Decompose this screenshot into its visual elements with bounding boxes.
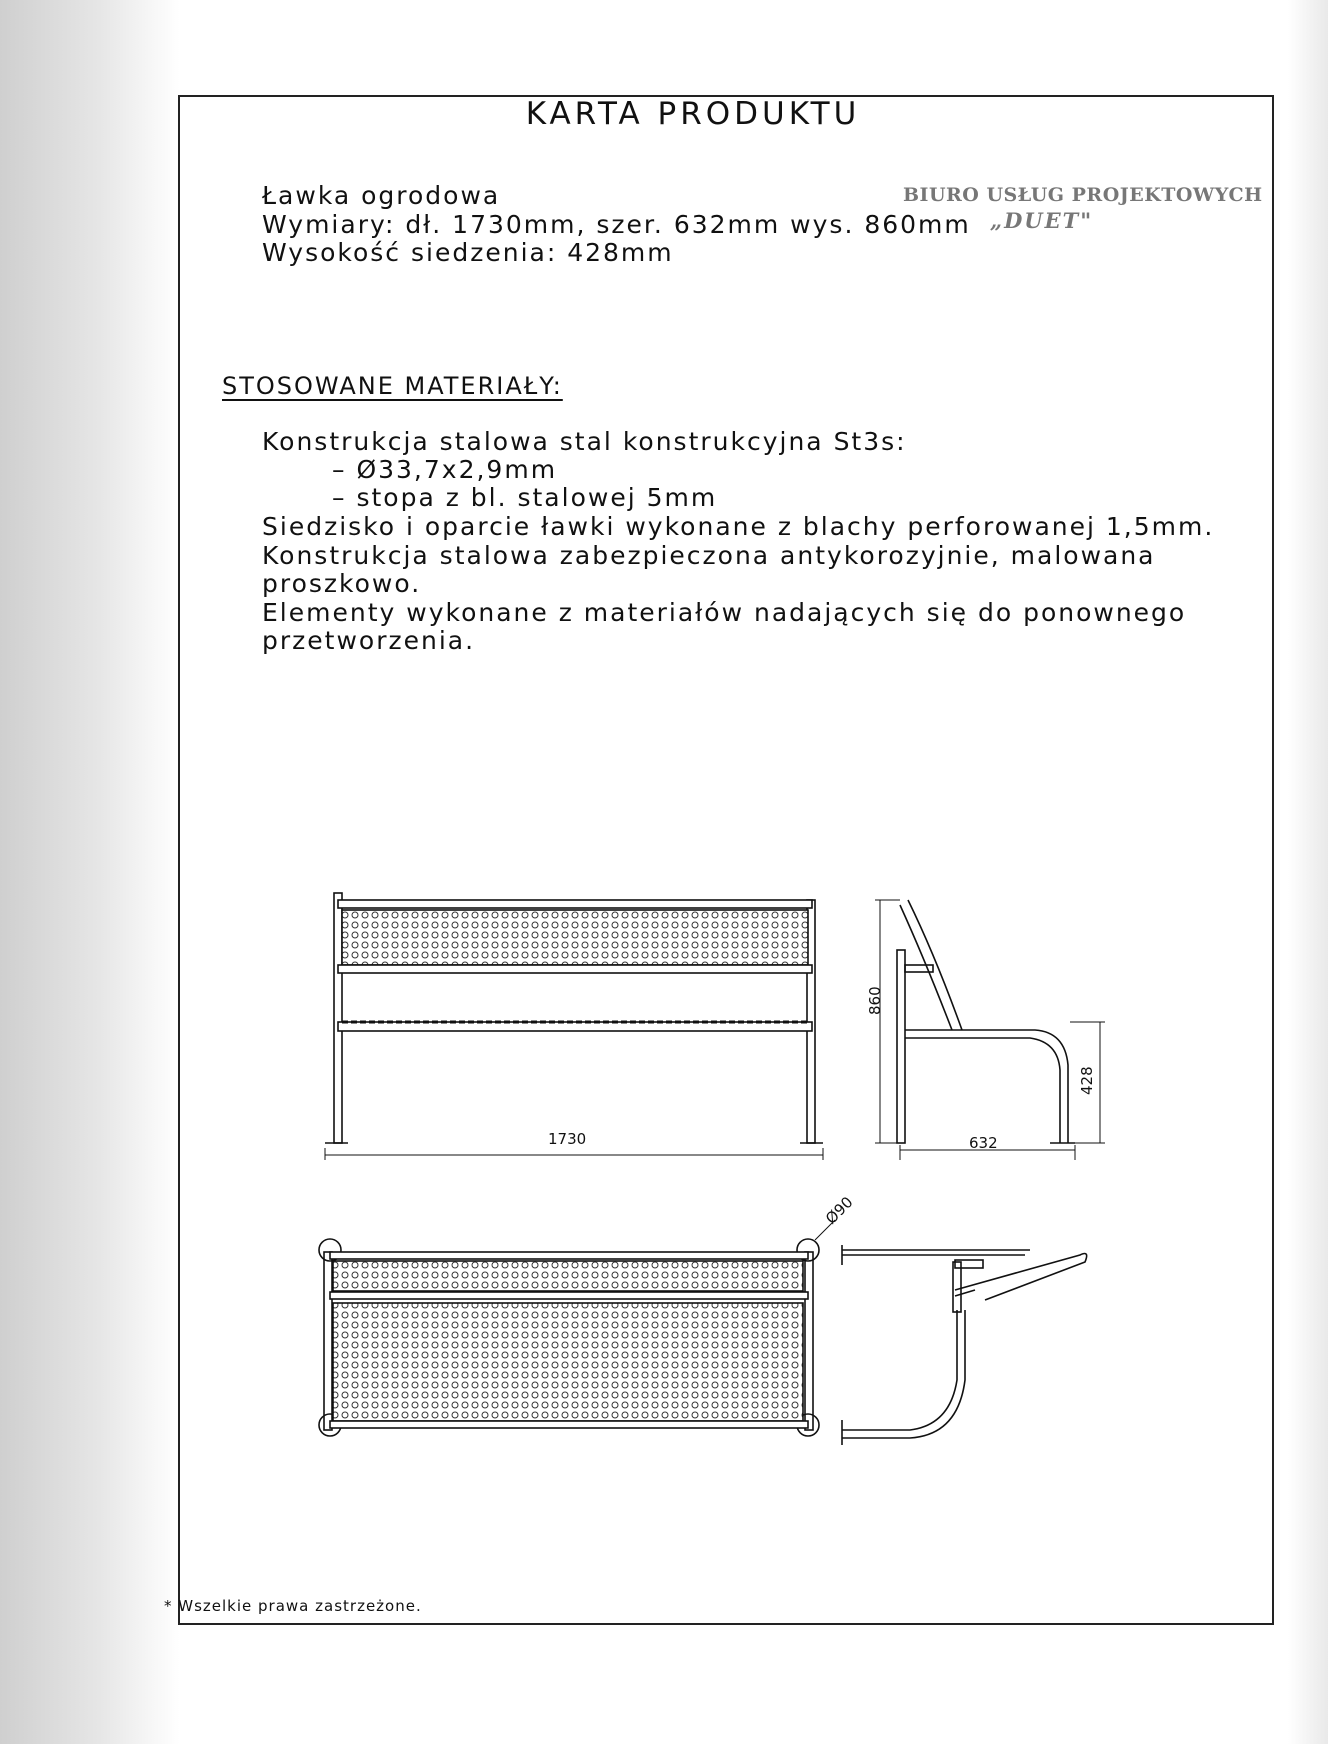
materials-heading: STOSOWANE MATERIAŁY: (222, 372, 563, 400)
company-stamp-line2: „DUET" (990, 208, 1094, 233)
material-line: Elementy wykonane z materiałów nadających się do ponownego (262, 598, 1187, 627)
front-view (325, 893, 823, 1160)
material-line: Konstrukcja stalowa stal konstrukcyjna St3s: (262, 427, 907, 456)
height-dimension-label: 860 (866, 986, 884, 1015)
product-seat-height: Wysokość siedzenia: 428mm (262, 238, 674, 267)
product-dimensions: Wymiary: dł. 1730mm, szer. 632mm wys. 860mm (262, 210, 971, 239)
side-view (875, 900, 1105, 1160)
material-line: Siedzisko i oparcie ławki wykonane z blachy perforowanej 1,5mm. (262, 512, 1215, 541)
material-line: proszkowo. (262, 569, 422, 598)
top-view (319, 1220, 1087, 1445)
material-line: – stopa z bl. stalowej 5mm (332, 483, 718, 512)
width-dimension-label: 632 (969, 1134, 998, 1152)
diameter-dimension-label: Ø90 (822, 1193, 857, 1228)
material-line: Konstrukcja stalowa zabezpieczona antykorozyjnie, malowana (262, 541, 1156, 570)
length-dimension-label: 1730 (548, 1130, 587, 1148)
copyright-note: * Wszelkie prawa zastrzeżone. (164, 1597, 422, 1615)
material-line: przetworzenia. (262, 626, 476, 655)
product-name: Ławka ogrodowa (262, 181, 501, 210)
material-line: – Ø33,7x2,9mm (332, 455, 558, 484)
seat-height-dimension-label: 428 (1078, 1066, 1096, 1095)
company-stamp-line1: BIURO USŁUG PROJEKTOWYCH (903, 184, 1263, 206)
page-title: KARTA PRODUKTU (525, 96, 861, 132)
